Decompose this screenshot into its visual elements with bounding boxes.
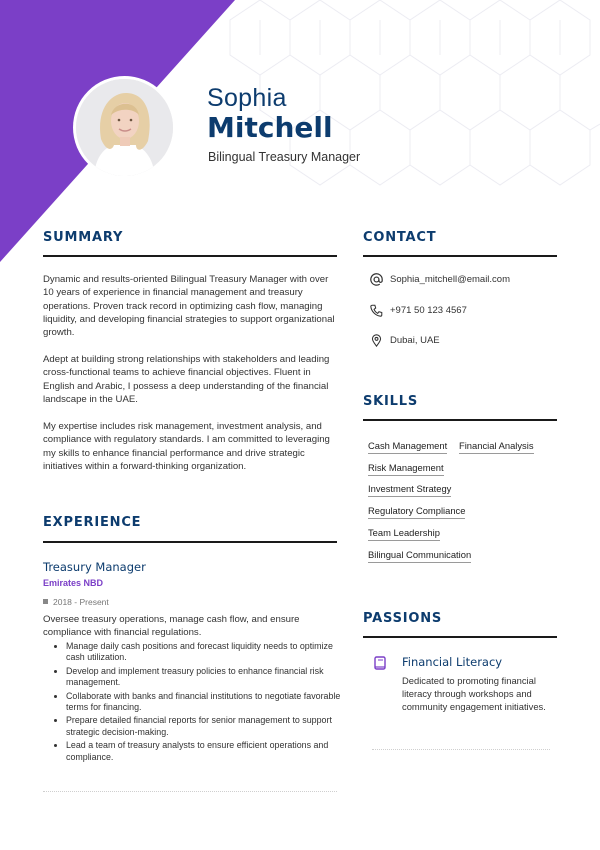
summary-paragraph-2: Adept at building strong relationships with stakeholders and leading cross-functional teams to achieve financial objectives. Fluent in English and Arabic, I possess a deep understanding of the financial landscape in the UAE. <box>43 354 330 405</box>
experience-dates-text: 2018 - Present <box>53 597 109 607</box>
passion-title: Financial Literacy <box>402 655 503 669</box>
skill-tag: Risk Management <box>368 462 444 476</box>
experience-bullet: Lead a team of treasury analysts to ensure efficient operations and compliance. <box>66 740 341 763</box>
profile-photo <box>76 79 173 176</box>
contact-location-text: Dubai, UAE <box>390 335 440 346</box>
experience-end-divider <box>43 791 337 792</box>
experience-company: Emirates NBD <box>43 578 104 588</box>
experience-summary: Oversee treasury operations, manage cash flow, and ensure compliance with financial regulations. <box>43 614 300 638</box>
skills-heading: SKILLS <box>363 394 419 409</box>
experience-heading: EXPERIENCE <box>43 515 142 530</box>
experience-bullet: Collaborate with banks and financial institutions to negotiate favorable terms for financing. <box>66 690 341 713</box>
contact-location <box>370 334 440 347</box>
job-title: Bilingual Treasury Manager <box>208 150 361 164</box>
contact-email-text: Sophia_mitchell@email.com <box>390 274 510 285</box>
last-name: Mitchell <box>207 111 333 144</box>
experience-bullet: Manage daily cash positions and forecast liquidity needs to optimize cash utilization. <box>66 641 341 664</box>
summary-heading: SUMMARY <box>43 230 124 245</box>
passion-description: Dedicated to promoting financial literacy through workshops and community engagement initiatives. <box>402 675 546 712</box>
passions-divider <box>363 636 557 638</box>
experience-bullet: Develop and implement treasury policies to enhance financial risk management. <box>66 666 341 689</box>
summary-divider <box>43 255 337 257</box>
skill-tag: Cash Management <box>368 440 447 454</box>
skill-tag: Financial Analysis <box>459 440 534 454</box>
contact-email[interactable] <box>370 273 510 286</box>
location-pin-icon <box>370 334 383 347</box>
contact-phone[interactable] <box>370 304 467 317</box>
experience-job-title: Treasury Manager <box>43 560 146 574</box>
contact-divider <box>363 255 557 257</box>
phone-icon <box>370 304 383 317</box>
skill-tag: Investment Strategy <box>368 483 451 497</box>
first-name: Sophia <box>207 84 287 112</box>
experience-bullets <box>66 641 341 765</box>
experience-divider <box>43 541 337 543</box>
passions-heading: PASSIONS <box>363 611 443 626</box>
skill-tag: Bilingual Communication <box>368 549 471 563</box>
skills-divider <box>363 419 557 421</box>
skill-tag: Team Leadership <box>368 527 440 541</box>
passions-end-divider <box>372 749 550 750</box>
experience-bullet: Prepare detailed financial reports for senior management to support strategic decision-making. <box>66 715 341 738</box>
book-icon <box>374 656 387 671</box>
contact-heading: CONTACT <box>363 230 437 245</box>
summary-paragraph-1: Dynamic and results-oriented Bilingual Treasury Manager with over 10 years of experience in financial management and treasury operations. Proven track record in optimizing cash flow, managing liquidity, and developing financial strategies to support organizational growth. <box>43 274 335 339</box>
experience-dates <box>43 597 109 607</box>
contact-phone-text: +971 50 123 4567 <box>390 305 467 316</box>
at-icon <box>370 273 383 286</box>
summary-paragraph-3: My expertise includes risk management, investment analysis, and compliance with regulatory standards. I am committed to leveraging my skills to enhance financial performance and drive strategic initiatives within a forward-thinking organization. <box>43 421 330 472</box>
calendar-icon <box>43 599 48 604</box>
skill-tag: Regulatory Compliance <box>368 505 465 519</box>
